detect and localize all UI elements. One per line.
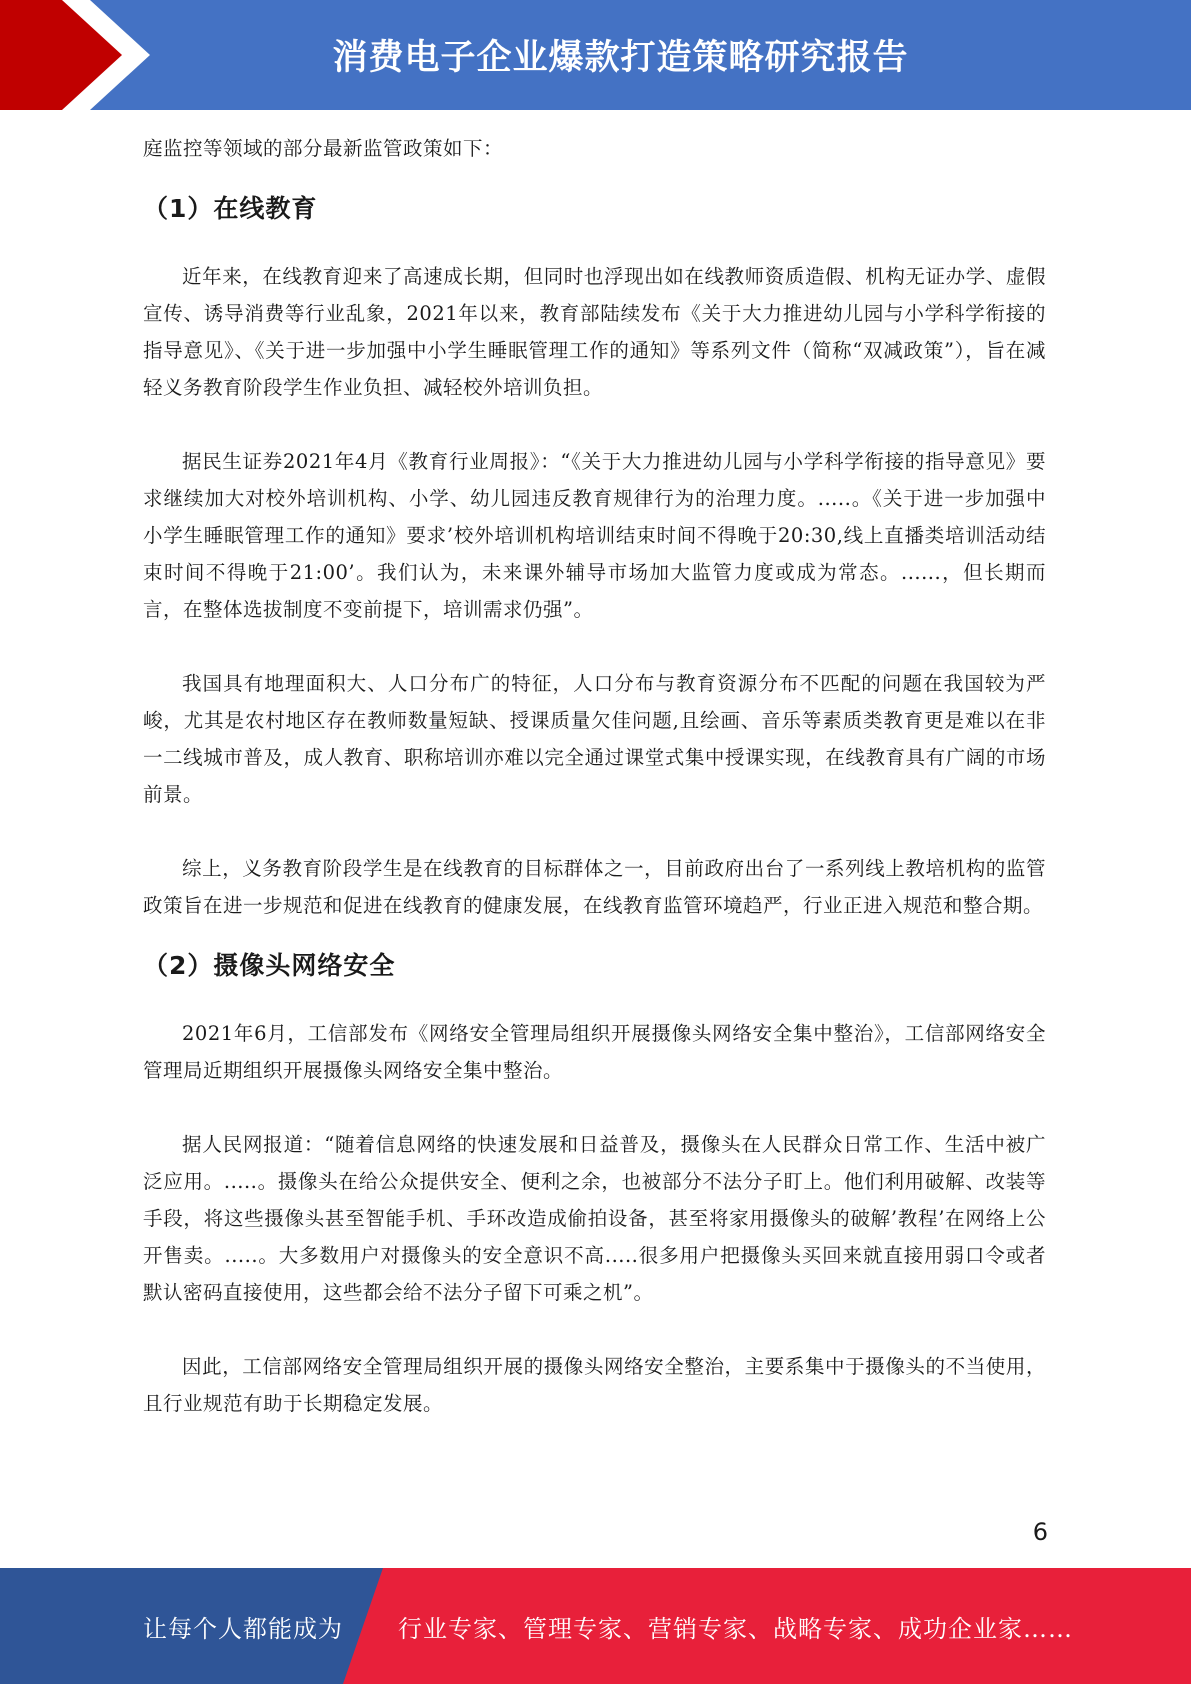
report-title: 消费电子企业爆款打造策略研究报告 [332,38,909,78]
paragraph: 据人民网报道：“随着信息网络的快速发展和日益普及，摄像头在人民群众日常工作、生活中被广泛应用。.....。摄像头在给公众提供安全、便利之余，也被部分不法分子盯上。他们利用破解、改装等手段，将这些摄像头甚至智能手机、手环改造成偷拍设备，甚至将家用摄像头的破解’教程’在网络上公开售卖。.....。大多数用户对摄像头的安全意识不高.....很多用户把摄像头买回来就直接用弱口令或者默认密码直接使用，这些都会给不法分子留下可乘之机”。 [143,1133,1046,1304]
paragraph: 近年来，在线教育迎来了高速成长期，但同时也浮现出如在线教师资质造假、机构无证办学、虚假宣传、诱导消费等行业乱象，2021年以来，教育部陆续发布《关于大力推进幼儿园与小学科学衔接的指导意见》、《关于进一步加强中小学生睡眠管理工作的通知》等系列文件（简称“双减政策”），旨在减轻义务教育阶段学生作业负担、减轻校外培训负担。 [143,265,1046,399]
paragraph: 2021年6月，工信部发布《网络安全管理局组织开展摄像头网络安全集中整治》，工信部网络安全管理局近期组织开展摄像头网络安全集中整治。 [143,1022,1046,1082]
footer-slogan-left: 让每个人都能成为 [143,1614,343,1643]
paragraph: 综上，义务教育阶段学生是在线教育的目标群体之一，目前政府出台了一系列线上教培机构的监管政策旨在进一步规范和促进在线教育的健康发展，在线教育监管环境趋严，行业正进入规范和整合期。 [143,857,1046,917]
page-header [0,0,1191,110]
page-number: 6 [1032,1518,1048,1546]
page-footer [0,1568,1191,1684]
header-arrow-decoration [0,0,160,110]
paragraph: 因此，工信部网络安全管理局组织开展的摄像头网络安全整治，主要系集中于摄像头的不当使用，且行业规范有助于长期稳定发展。 [143,1355,1046,1415]
section-heading-online-education: （1）在线教育 [143,194,318,223]
footer-slogan-right: 行业专家、管理专家、营销专家、战略专家、成功企业家…… [398,1614,1073,1643]
page-content [143,130,1046,1422]
paragraph: 据民生证券2021年4月《教育行业周报》：“《关于大力推进幼儿园与小学科学衔接的指导意见》要求继续加大对校外培训机构、小学、幼儿园违反教育规律行为的治理力度。.....。《关于进一步加强中小学生睡眠管理工作的通知》要求’校外培训机构培训结束时间不得晚于20:30,线上直播类培训活动结束时间不得晚于21:00’。我们认为，未来课外辅导市场加大监管力度或成为常态。......，但长期而言，在整体选拔制度不变前提下，培训需求仍强”。 [143,450,1046,621]
section-heading-camera-security: （2）摄像头网络安全 [143,951,396,980]
intro-text: 庭监控等领域的部分最新监管政策如下： [143,137,504,160]
paragraph: 我国具有地理面积大、人口分布广的特征，人口分布与教育资源分布不匹配的问题在我国较为严峻，尤其是农村地区存在教师数量短缺、授课质量欠佳问题,且绘画、音乐等素质类教育更是难以在非一二线城市普及，成人教育、职称培训亦难以完全通过课堂式集中授课实现，在线教育具有广阔的市场前景。 [143,672,1046,806]
